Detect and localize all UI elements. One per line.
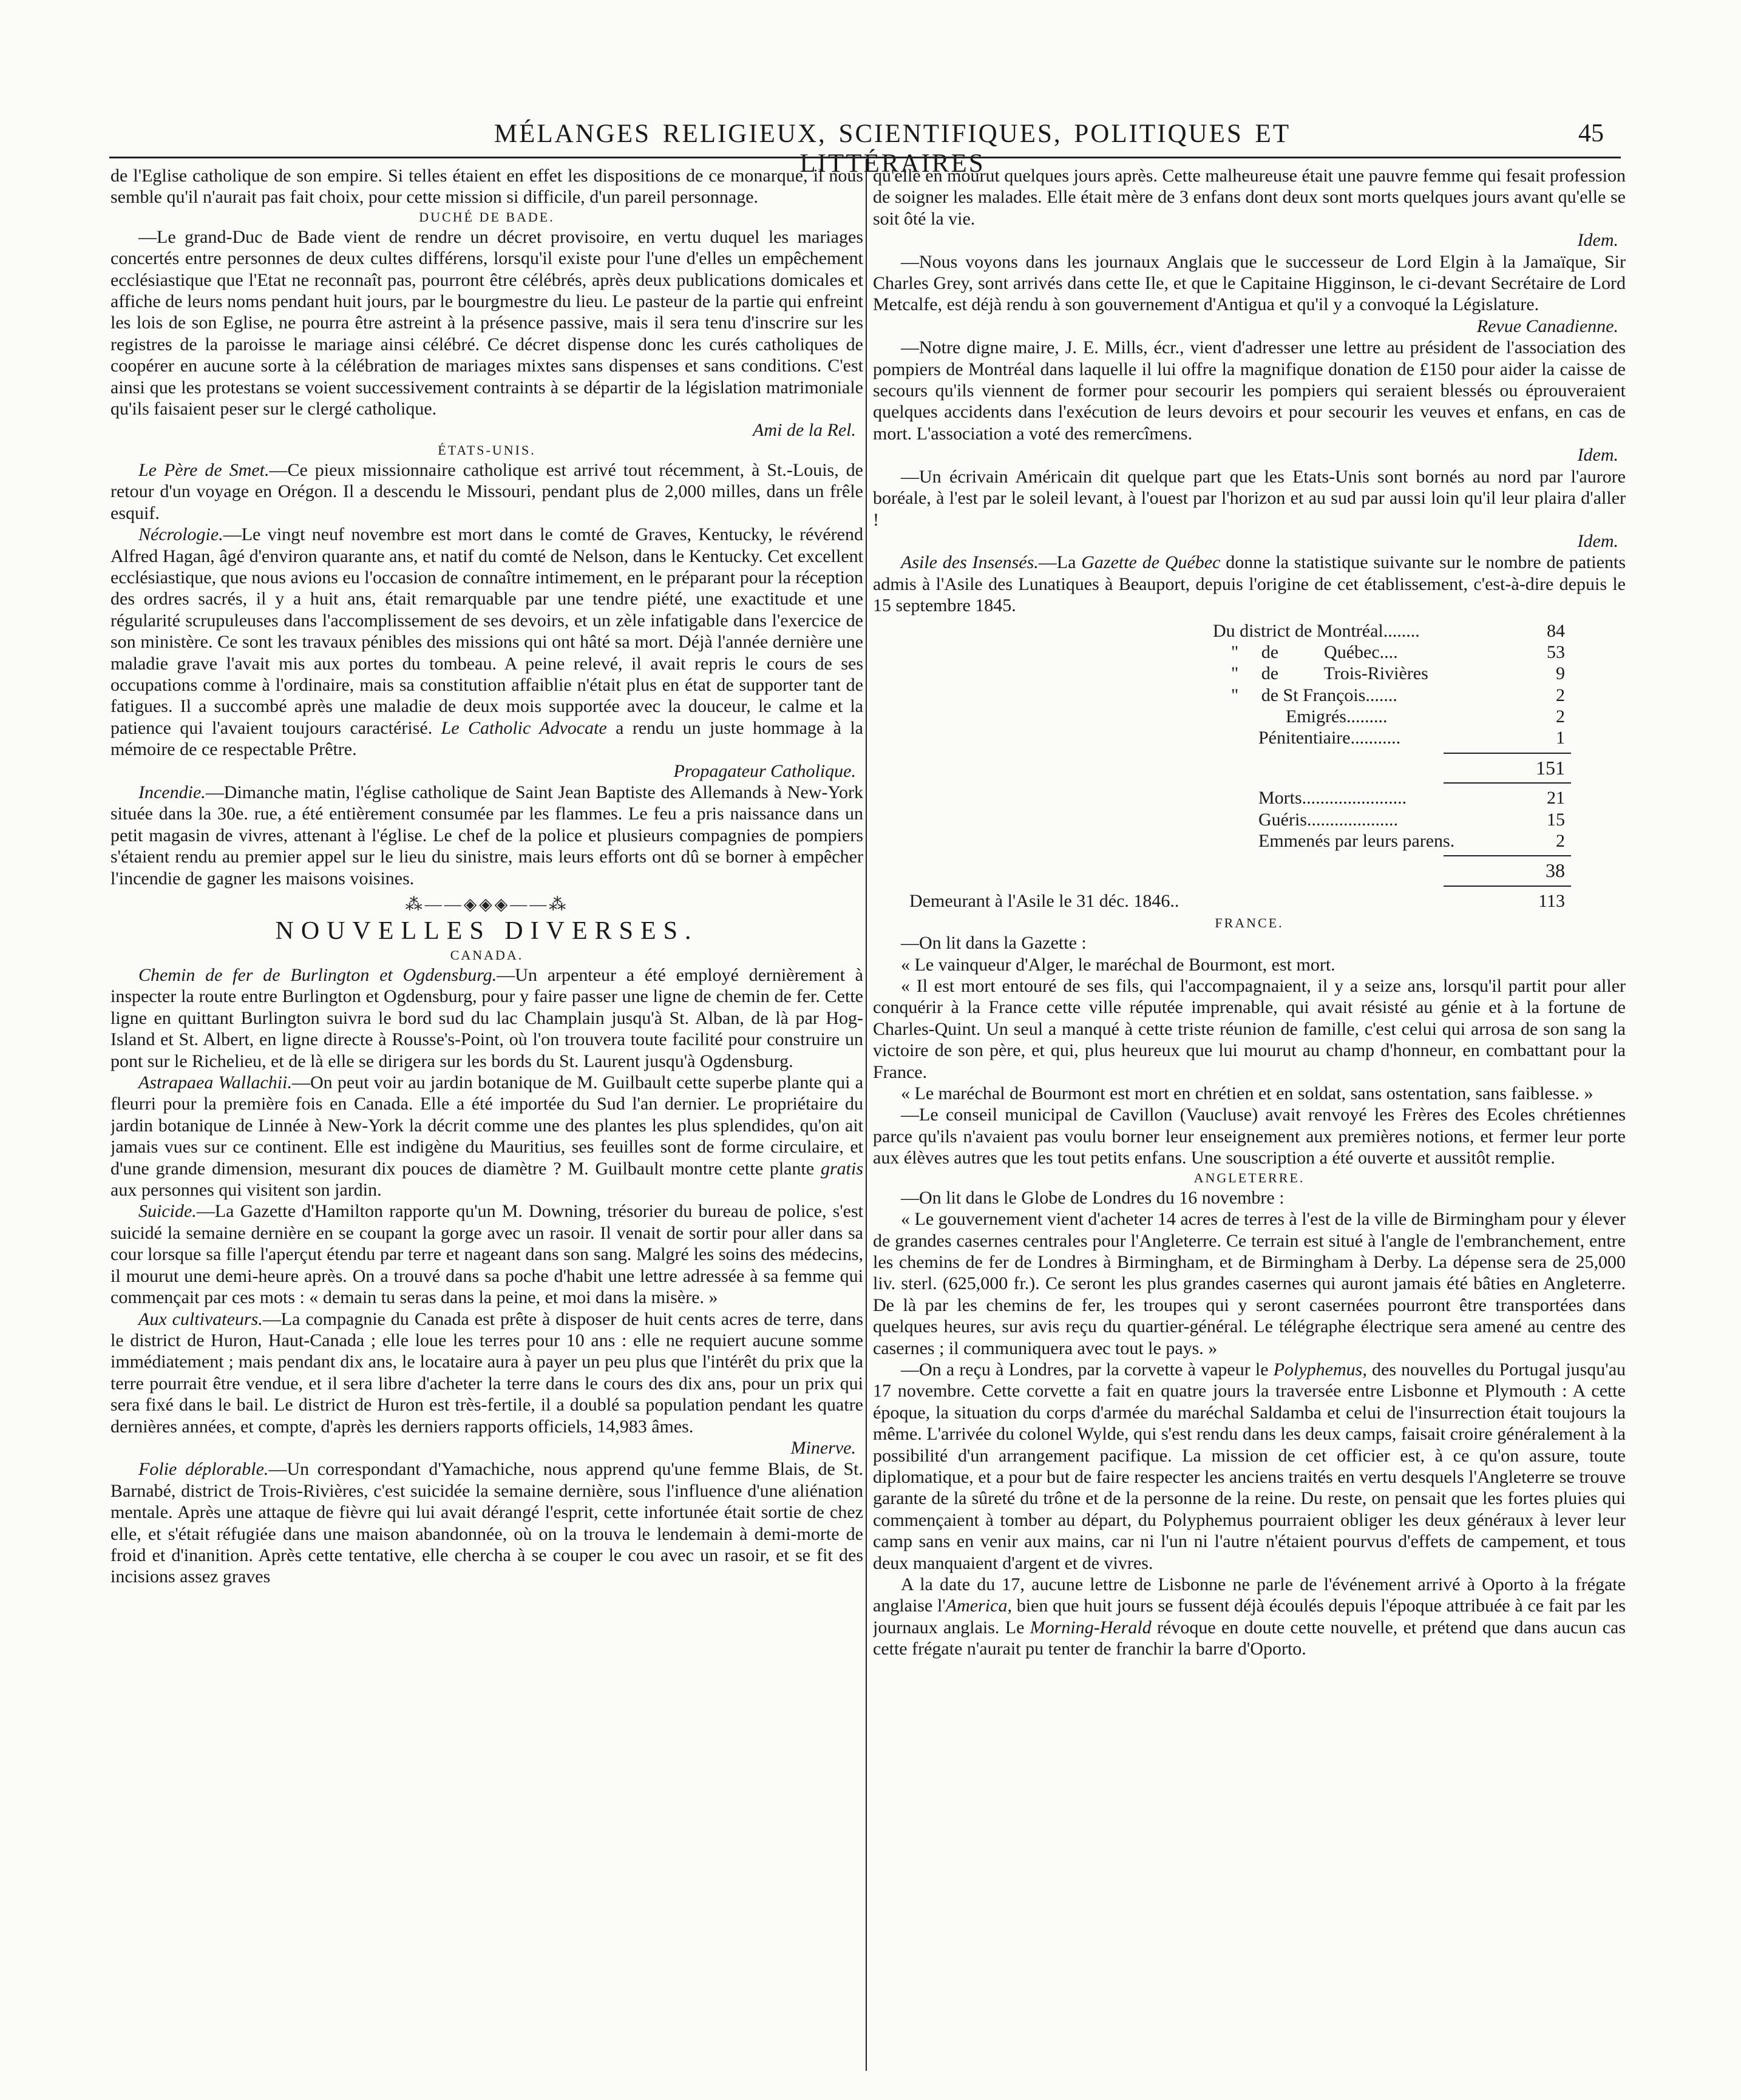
stat-label: Du district de Montréal........ [1213,620,1420,641]
stat-label: Guéris.................... [1213,809,1398,830]
ship-name: Polyphemus, [1273,1359,1367,1380]
source-idem: Idem. [1577,230,1618,251]
stat-label: " de Trois-Rivières [1213,663,1428,684]
stat-value: 2 [1556,685,1565,705]
stat-total: 38 [1546,859,1565,882]
article-title: Incendie. [138,782,206,802]
stat-row [873,663,1626,684]
article-body: —On peut voir au jardin botanique de M. Guilbault cette superbe plante qui a fleurri pour la première fois en Canada. Elle a été importée du Sud l'an dernier. Le propriétaire du jardin botanique de Linnée à New-York la décrit comme une des plantes les plus splendides, qu'on ait jamais vues sur ce continent. Elle est indigène du Mauritius, ses feuilles sont de forme circulaire, et d'une grande dimension, mesurant dix pouces de diamètre ? M. Guilbault montre cette plante [110,1072,863,1179]
gazette-intro: —On lit dans la Gazette : [901,933,1087,953]
sum-rule [1444,753,1571,754]
stat-row [873,787,1626,808]
article-body: —La compagnie du Canada est prête à disposer de huit cents acres de terre, dans le district de Huron, Haut-Canada ; elle loue les terres pour 10 ans : elle ne requiert aucune somme immédiatement ; mais pendant dix ans, le locataire aura à payer un peu plus que l'intérêt du prix que la terre pourrait être vendue, et il sera libre d'acheter la terre dans le cours des dix ans, pour un prix qui sera fixé dans le bail. Le district de Huron est très-fertile, il a doublé sa population pendant les quatre dernières années, et compte, d'après les derniers rapports officiels, 14,983 âmes. [110,1309,863,1437]
stat-label: Demeurant à l'Asile le 31 déc. 1846.. [909,890,1179,911]
article-title: Asile des Insensés. [901,552,1039,573]
globe-intro: —On lit dans le Globe de Londres du 16 novembre : [901,1187,1285,1208]
article-body: —Ce pieux missionnaire catholique est arrivé tout récemment, à St.-Louis, de retour d'un voyage en Orégon. Il a descendu le Missouri, pendant plus de 2,000 milles, dans un frêle esquif. [110,459,863,523]
stat-value: 2 [1556,831,1565,852]
ornament-divider: ⁂——◈◈◈——⁂ [405,895,569,914]
sum-rule [1444,855,1571,856]
article-americain: —Un écrivain Américain dit quelque part que les Etats-Unis sont bornés au nord par l'aurore boréale, à l'est par le soleil levant, à l'ouest par l'horizon et au sud par aussi loin qu'il leur plaira d'aller ! [873,466,1626,530]
article-continuation: de l'Eglise catholique de son empire. Si telles étaient en effet les dispositions de ce monarque, il nous semble qu'il n'aurait pas fait choix, pour cette mission si difficile, d'un pareil personnage. [110,166,863,208]
stat-value: 84 [1547,620,1565,641]
stat-row [873,727,1626,748]
stat-value: 21 [1547,788,1565,808]
article-astrapaea [110,1072,863,1201]
article-bourmont-3: « Le maréchal de Bourmont est mort en chrétien et en soldat, sans ostentation, sans faiblesse. » [901,1083,1593,1104]
sum-rule [1444,886,1571,887]
heading-france: FRANCE. [1215,915,1284,931]
stat-row [873,830,1626,852]
stat-label: " de Québec.... [1213,642,1398,662]
article-bade: —Le grand-Duc de Bade vient de rendre un décret provisoire, en vertu duquel les mariages concertés entre personnes de deux cultes différens, lorsqu'il existe pour l'une d'elles un empêchement ecclésiastique que l'Etat ne reconnaît pas, pourront être célébrés, après deux publications domicales et affiche de leurs noms pendant huit jours, par le bourgmestre du lieu. Le pasteur de la partie qui enfreint les lois de son Eglise, ne pourra être astreint à la présence passive, mais il sera tenu d'inscrire sur les registres de la paroisse le mariage ainsi célébré. Ce décret dispense donc les curés catholiques de coopérer en aucune sorte à la célébration de mariages mixtes sans dispenses et sans conditions. C'est ainsi que les protestans se voient successivement contraints à se départir de la législation matrimoniale qu'ils faisaient peser sur le clergé catholique. [110,226,863,419]
stat-row [873,809,1626,830]
stat-label: Morts....................... [1213,788,1407,808]
article-body-tail: des nouvelles du Portugal jusqu'au 17 novembre. Cette corvette a fait en quatre jours la traversée entre Lisbonne et Plymouth : A cette époque, la situation du corps d'armée du maréchal Saldamba et celui de l'insurrection était toujours la même. L'arrivée du colonel Wylde, qui s'est rendu dans les deux camps, faisait croire généralement à la possibilité d'un arrangement pacifique. La mission de cet officier est, à ce qu'on assure, toute diplomatique, et a pour but de faire respecter les anciens traités en vertu desquels l'Angleterre se trouve garante de la sûreté du trône et de la personne de la reine. Du reste, on pensait que les fortes pluies qui commençaient à tomber au départ, du Polyphemus pourraient obliger les deux généraux à lever leur camp sans en venir aux mains, car ni l'un ni l'autre n'étaient pourvus d'effets de campement, et tous deux manquaient d'argent et de vivres. [873,1359,1626,1573]
stat-value: 1 [1556,728,1565,748]
ship-name: America, [945,1596,1012,1616]
stat-label: " de St François....... [1213,685,1397,705]
article-necrologie [110,524,863,760]
right-column [873,165,1626,2077]
article-body: —La Gazette d'Hamilton rapporte qu'un M. Downing, trésorier du bureau de police, s'est suicidé la semaine dernière en se coupant la gorge avec un rasoir. Il venait de sortir pour aller dans sa cour lorsque sa fille l'aperçut étendu par terre et nageant dans son sang. Malgré les soins des médecins, il mourut une demi-heure après. On a trouvé dans sa poche d'habit une lettre adressée à sa femme qui commençait par ces mots : « demain tu seras dans la peine, et moi dans la misère. » [110,1201,863,1308]
article-title: Nécrologie. [138,524,223,545]
article-title: Aux cultivateurs. [138,1309,263,1329]
italic-title: Gazette de Québec [1081,552,1221,573]
stat-total: 151 [1536,756,1565,779]
article-body-tail: donne la statistique suivante sur le nombre de patients admis à l'Asile des Lunatiques à Beauport, depuis l'origine de cet établissement, c'est-à-dire depuis le 15 septembre 1845. [873,552,1626,616]
article-body: —Un correspondant d'Yamachiche, nous apprend qu'une femme Blais, de St. Barnabé, district de Trois-Rivières, c'est suicidée la semaine dernière, sous l'influence d'une aliénation mentale. Après une attaque de fièvre qui lui avait dérangé l'esprit, cette infortunée était sortie de chez elle, et s'était réfugiée dans une maison abandonnée, où on la trouva le lendemain à demi-morte de froid et d'inanition. Après cette tentative, elle chercha à se couper le cou avec un rasoir, et se fit des incisions assez graves [110,1459,863,1587]
source-propagateur: Propagateur Catholique. [673,760,856,781]
article-globe: « Le gouvernement vient d'acheter 14 acres de terres à l'est de la ville de Birmingham pour y élever de grandes casernes centrales pour l'Angleterre. Ce terrain est situé à l'angle de l'embranchement, entre les chemins de fer de Londres à Birmingham, et de Birmingham à Derby. La dépense sera de 25,000 liv. sterl. (625,000 fr.). Ce seront les plus grandes casernes qui auront jamais été bâties en Angleterre. De là par les chemins de fer, les troupes qui y seront casernées pourront être transportées dans quelques heures, sur avis reçu du quartier-général. Le télégraphe électrique sera amené au centre des casernes ; il communiquera avec tout le pays. » [873,1209,1626,1358]
stat-final-row [873,890,1626,912]
article-body-tail: révoque en doute cette nouvelle, et prétend que dans aucun cas cette frégate n'aurait pu tenter de franchir la barre d'Oporto. [873,1617,1626,1659]
article-title: Chemin de fer de Burlington et Ogdensburg. [138,965,497,985]
article-bourmont-1: « Le vainqueur d'Alger, le maréchal de Bourmont, est mort. [901,954,1335,975]
article-body: —La [1038,552,1076,573]
article-cavillon: —Le conseil municipal de Cavillon (Vaucluse) avait renvoyé les Frères des Ecoles chrétiennes parce qu'ils n'avaient pas voulu borner leur enseignement aux premières notions, et fermer leur porte aux élèves autres que les tout petits enfans. Une souscription a été ouverte et aussitôt remplie. [873,1105,1626,1168]
stat-row [873,642,1626,663]
stat-label: Emigrés......... [1213,706,1388,727]
article-continuation: qu'elle en mourut quelques jours après. Cette malheureuse était une pauvre femme qui fesait profession de soigner les malades. Elle était mère de 3 enfans dont deux sont morts quelques jours avant qu'elle se soit ôté la vie. [873,166,1626,229]
article-body: —On a reçu à Londres, par la corvette à vapeur le [901,1359,1269,1380]
heading-duche-de-bade: DUCHÉ DE BADE. [419,209,555,225]
newspaper-name: Morning-Herald [1030,1617,1152,1638]
article-mills: —Notre digne maire, J. E. Mills, écr., vient d'adresser une lettre au président de l'association des pompiers de Montréal dans laquelle il lui offre la magnifique donation de £150 pour aider la caisse de secours qu'ils viennent de former pour secourir les pompiers qui seraient blessés ou éprouveraient quelques accidents dans l'exécution de leurs devoirs et pour secourir les veuves et enfans, en cas de mort. L'association a voté des remercîmens. [873,337,1626,444]
stat-total-row [873,860,1626,881]
article-bourmont-2: « Il est mort entouré de ses fils, qui l'accompagnaient, il y a seize ans, lorsqu'il partit pour aller conquérir à la France cette ville réputée imprenable, qui avait résisté au génie et à la fortune de Charles-Quint. Un seul a manqué à cette triste réunion de famille, c'est celui qui arrosa de son sang la victoire de son père, et qui, plus heureux que lui mourut au champ d'honneur, en combattant pour la France. [873,976,1626,1082]
article-suicide [110,1201,863,1308]
stat-value: 53 [1547,642,1565,662]
article-chemin-de-fer [110,964,863,1072]
asile-statistics-table [873,620,1626,912]
article-title: Suicide. [138,1201,197,1222]
section-title-nouvelles-diverses: NOUVELLES DIVERSES. [275,917,699,945]
article-title: Folie déplorable. [138,1459,269,1480]
article-body: A la date du 17, aucune lettre de Lisbonne ne parle de l'événement arrivé à Oporto à la frégate anglaise l' [873,1574,1626,1616]
article-incendie [110,782,863,889]
stat-row [873,685,1626,706]
sum-rule [1444,782,1571,784]
article-body-mid: bien que huit jours se fussent déjà écoulés depuis l'époque attribuée à ce fait par les journaux anglais. Le [873,1596,1626,1638]
header-rule [109,157,1621,158]
article-body-tail: aux personnes qui visitent son jardin. [110,1180,382,1201]
article-cultivateurs [110,1309,863,1437]
heading-canada: CANADA. [450,947,524,963]
source-revue-canadienne: Revue Canadienne. [1476,316,1618,336]
stat-row [873,620,1626,642]
article-body: —Le vingt neuf novembre est mort dans le comté de Graves, Kentucky, le révérend Alfred Hagan, âgé d'environ quarante ans, et natif du comté de Nelson, dans le Kentucky. Cet excellent ecclésiastique, que nous avions eu l'occasion de connaître intimement, en le préparant pour la réception des ordres sacrés, il y a huit ans, était remarquable par une tendre piété, une exactitude et une régularité scrupuleuses dans l'accomplissement de ses devoirs, et un zèle infatigable dans l'exercice de son ministère. Ce sont les travaux pénibles des missions qui ont hâté sa mort. Déjà l'année dernière une maladie grave l'avait mis aux portes du tombeau. A peine relevé, il avait repris le cours de ses occupations comme à l'ordinaire, mais sa constitution affaiblie n'était plus en état de supporter tant de fatigues. Il a succombé après une maladie de deux mois supportée avec la douceur, le calme et la patience qui l'avaient toujours caractérisé. [110,524,863,738]
source-ami-de-la-rel: Ami de la Rel. [753,420,856,441]
heading-angleterre: ANGLETERRE. [1193,1170,1305,1185]
article-folie [110,1458,863,1587]
article-pere-de-smet [110,459,863,524]
source-minerve: Minerve. [790,1437,856,1458]
article-body-tail: a rendu un juste hommage à la mémoire de ce respectable Prêtre. [110,717,863,760]
article-title: Le Père de Smet. [138,459,270,480]
article-body: —Dimanche matin, l'église catholique de Saint Jean Baptiste des Allemands à New-York située dans la 30e. rue, a été entièrement consumée par les flammes. Le feu a pris naissance dans un petit magasin de vivres, attenant à l'église. Le chef de la police et plusieurs compagnies de pompiers s'étaient rendu au premier appel sur le lieu du sinistre, mais leurs efforts ont dû se borner à empêcher l'incendie de gagner les maisons voisines. [110,782,863,889]
stat-total-row [873,757,1626,779]
article-polyphemus [873,1359,1626,1574]
column-divider [866,159,867,2071]
stat-value: 2 [1556,706,1565,727]
article-oporto [873,1574,1626,1660]
stat-value: 15 [1547,809,1565,830]
source-idem: Idem. [1577,530,1618,551]
article-title: Astrapaea Wallachii. [138,1072,292,1093]
stat-value: 9 [1556,663,1565,684]
stat-label: Pénitentiaire........... [1213,728,1401,748]
stat-label: Emmenés par leurs parens. [1213,831,1455,852]
inline-source: Le Catholic Advocate [441,717,607,738]
heading-etats-unis: ÉTATS-UNIS. [438,442,536,458]
left-column [110,165,863,2077]
page-number: 45 [1578,120,1604,147]
article-asile [873,552,1626,616]
stat-row [873,706,1626,727]
article-elgin: —Nous voyons dans les journaux Anglais que le successeur de Lord Elgin à la Jamaïque, Sir Charles Grey, sont arrivés dans cette Ile, et que le Capitaine Higginson, le ci-devant Secrétaire de Lord Metcalfe, est déjà rendu à son gouvernement d'Antigua et qu'il y a convoqué la Législature. [873,251,1626,315]
source-idem: Idem. [1577,445,1618,466]
article-body: —Un arpenteur a été employé dernièrement à inspecter la route entre Burlington et Ogdensburg, pour y faire passer une ligne de chemin de fer. Cette ligne en quittant Burlington suivra le bord sud du lac Champlain jusqu'à St. Alban, de là par Hog-Island et St. Albert, en ligne directe à Rousse's-Point, où l'on trouvera toute facilité pour construire un pont sur le Richelieu, et de là elle se dirigera sur les bords du St. Laurent jusqu'à Ogdensburg. [110,965,863,1071]
italic-word: gratis [820,1158,863,1179]
stat-value: 113 [1538,890,1565,911]
running-title: MÉLANGES RELIGIEUX, SCIENTIFIQUES, POLITIQUES ET LITTÉRAIRES [494,120,1291,178]
